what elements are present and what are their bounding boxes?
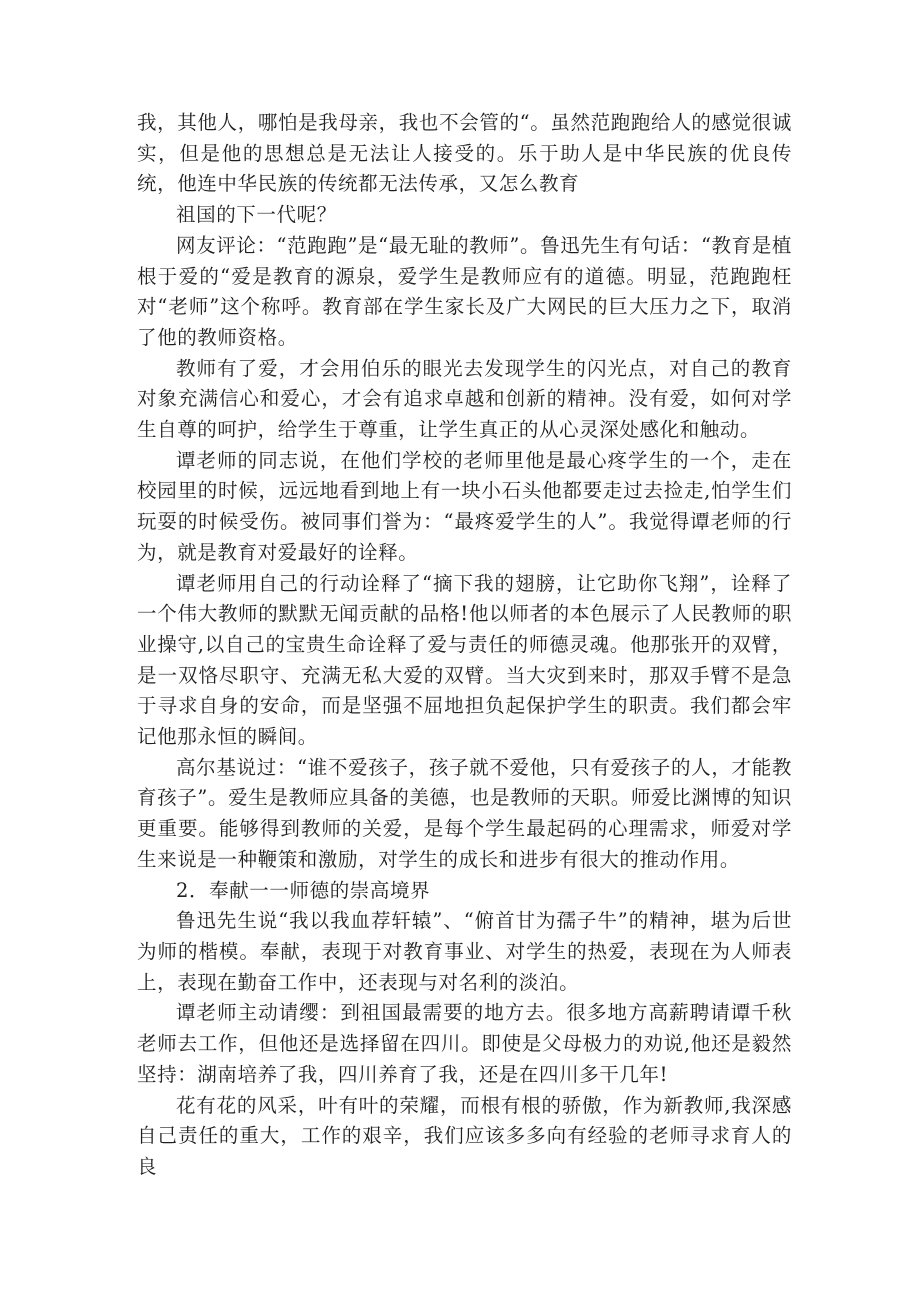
section-heading: 2．奉献一一师德的崇高境界 [176, 878, 431, 902]
paragraph: 我，其他人，哪怕是我母亲，我也不会管的“。虽然范跑跑给人的感觉很诚实，但是他的思想总是无法让人接受的。乐于助人是中华民族的优良传统，他连中华民族的传统都无法传承，又怎么教育 [137, 111, 792, 196]
paragraph: 教师有了爱，才会用伯乐的眼光去发现学生的闪光点，对自己的教育对象充满信心和爱心，才会有追求卓越和创新的精神。没有爱，如何对学生自尊的呵护，给学生于尊重，让学生真正的从心灵深处感化和触动。 [137, 356, 792, 442]
paragraph: 谭老师的同志说，在他们学校的老师里他是最心疼学生的一个，走在校园里的时候，远远地看到地上有一块小石头他都要走过去捡走,怕学生们玩耍的时候受伤。被同事们誉为：“最疼爱学生的人”。我觉得谭老师的行为，就是教育对爱最好的诠释。 [137, 448, 792, 564]
paragraph: 网友评论：“范跑跑”是“最无耻的教师”。鲁迅先生有句话：“教育是植根于爱的“爱是教育的源泉，爱学生是教师应有的道德。明显，范跑跑枉对“老师”这个称呼。教育部在学生家长及广大网民的巨大压力之下，取消了他的教师资格。 [137, 233, 792, 349]
paragraph: 谭老师主动请缨：到祖国最需要的地方去。很多地方高薪聘请谭千秋老师去工作，但他还是选择留在四川。即使是父母极力的劝说,他还是毅然坚持：湖南培养了我，四川养育了我，还是在四川多干几年! [137, 1001, 792, 1086]
paragraph: 花有花的风采，叶有叶的荣耀，而根有根的骄傲，作为新教师,我深感自己责任的重大，工作的艰辛，我们应该多多向有经验的老师寻求育人的良 [137, 1093, 792, 1178]
document-body [137, 108, 792, 1183]
paragraph: 祖国的下一代呢？ [176, 203, 337, 227]
paragraph: 高尔基说过：“谁不爱孩子，孩子就不爱他，只有爱孩子的人，才能教育孩子”。爱生是教师应具备的美德，也是教师的天职。师爱比渊博的知识更重要。能够得到教师的关爱，是每个学生最起码的心理需求，师爱对学生来说是一种鞭策和激励，对学生的成长和进步有很大的推动作用。 [137, 755, 792, 871]
paragraph: 鲁迅先生说“我以我血荐轩辕”、“俯首甘为孺子牛”的精神，堪为后世为师的楷模。奉献，表现于对教育事业、对学生的热爱，表现在为人师表上，表现在勤奋工作中，还表现与对名利的淡泊。 [137, 909, 792, 994]
paragraph: 谭老师用自己的行动诠释了“摘下我的翅膀，让它助你飞翔”，诠释了一个伟大教师的默默无闻贡献的品格!他以师者的本色展示了人民教师的职业操守,以自己的宝贵生命诠释了爱与责任的师德灵魂。他那张开的双臂，是一双恪尽职守、充满无私大爱的双臂。当大灾到来时，那双手臂不是急于寻求自身的安命，而是坚强不屈地担负起保护学生的职责。我们都会牢记他那永恒的瞬间。 [137, 571, 792, 749]
